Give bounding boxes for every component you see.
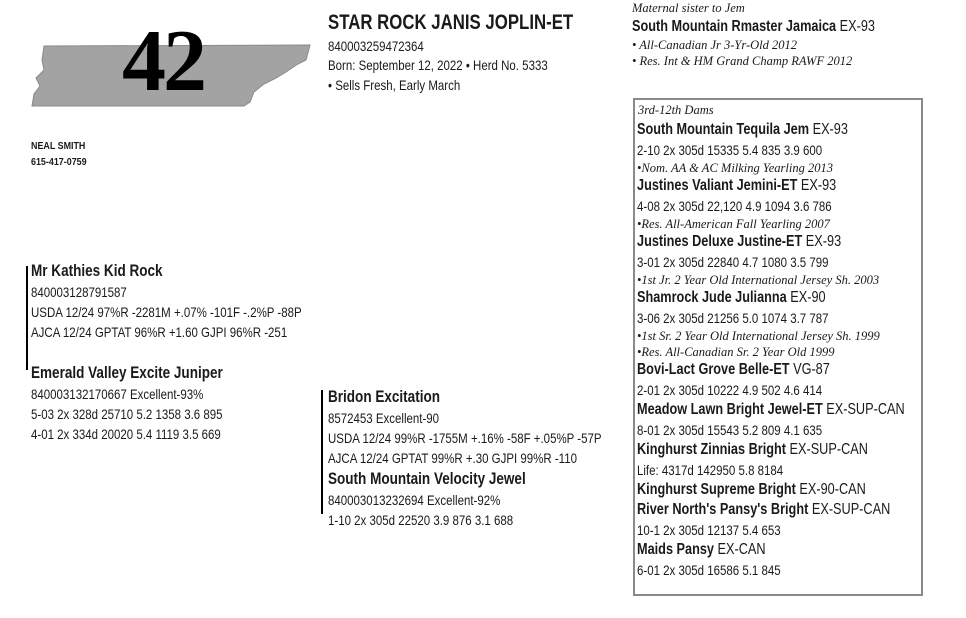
dam-line-record: 10-1 2x 305d 12137 5.4 653: [637, 522, 781, 538]
sire-id: 840003128791587: [31, 284, 127, 300]
dam-line-classification: EX-93: [802, 233, 842, 250]
dam-line-heading: [637, 540, 766, 560]
dam-line-classification: EX-CAN: [714, 541, 766, 558]
dam-record: 5-03 2x 328d 25710 5.2 1358 3.6 895: [31, 406, 223, 422]
maternal-sister-heading: [632, 17, 875, 37]
maternal-granddam-name: South Mountain Velocity Jewel: [328, 470, 526, 488]
dam-line-name: Bovi-Lact Grove Belle-ET: [637, 361, 790, 378]
dam-id-line: 840003132170667 Excellent-93%: [31, 386, 204, 402]
dam-line-note: •Nom. AA & AC Milking Yearling 2013: [637, 161, 833, 175]
pedigree-connector-line: [321, 390, 323, 514]
maternal-sister-note: • Res. Int & HM Grand Champ RAWF 2012: [632, 54, 853, 68]
maternal-sister-label: Maternal sister to Jem: [632, 1, 745, 15]
maternal-granddam-id-line: 840003013232694 Excellent-92%: [328, 492, 501, 508]
dam-line-classification: EX-SUP-CAN: [822, 401, 905, 418]
animal-id: 840003259472364: [328, 38, 424, 54]
dam-line-record: Life: 4317d 142950 5.8 8184: [637, 462, 784, 478]
dam-line-name: Kinghurst Zinnias Bright: [637, 441, 786, 458]
lot-number: 42: [122, 13, 204, 110]
animal-born-line: Born: September 12, 2022 • Herd No. 5333: [328, 57, 548, 73]
pedigree-connector-line: [26, 266, 28, 370]
dam-line-note: •Res. All-American Fall Yearling 2007: [637, 217, 830, 231]
animal-name: STAR ROCK JANIS JOPLIN-ET: [328, 11, 574, 34]
dam-line-classification: EX-SUP-CAN: [808, 501, 891, 518]
dam-line-name: Justines Deluxe Justine-ET: [637, 233, 803, 250]
dam-line-heading: [637, 360, 830, 380]
dam-line-heading: [637, 440, 868, 460]
sire-ajca-proof: AJCA 12/24 GPTAT 96%R +1.60 GJPI 96%R -251: [31, 324, 288, 340]
maternal-sister-note: • All-Canadian Jr 3-Yr-Old 2012: [632, 38, 798, 52]
dam-line-classification: EX-90-CAN: [795, 481, 866, 498]
dam-line-record: 3-01 2x 305d 22840 4.7 1080 3.5 799: [637, 254, 829, 270]
dam-line-name: South Mountain Tequila Jem: [637, 121, 810, 138]
dam-line-name: Shamrock Jude Julianna: [637, 289, 787, 306]
dam-line-heading: [637, 120, 848, 140]
sire-name: Mr Kathies Kid Rock: [31, 262, 163, 280]
dam-line-name: Kinghurst Supreme Bright: [637, 481, 796, 498]
dams-box: [633, 98, 923, 596]
dams-box-title: 3rd-12th Dams: [638, 103, 714, 117]
dam-line-note: •1st Sr. 2 Year Old International Jersey Sh. 1999: [637, 329, 880, 343]
dam-line-classification: EX-90: [786, 289, 826, 306]
dam-line-heading: [637, 480, 866, 500]
dam-line-record: 8-01 2x 305d 15543 5.2 809 4.1 635: [637, 422, 823, 438]
dam-line-heading: [637, 500, 890, 520]
dam-line-note: •1st Jr. 2 Year Old International Jersey Sh. 2003: [637, 273, 880, 287]
dam-line-classification: VG-87: [789, 361, 830, 378]
maternal-sister-name: South Mountain Rmaster Jamaica: [632, 18, 837, 35]
dam-line-note: •Res. All-Canadian Sr. 2 Year Old 1999: [637, 345, 835, 359]
maternal-grandsire-id-line: 8572453 Excellent-90: [328, 410, 440, 426]
maternal-granddam-record: 1-10 2x 305d 22520 3.9 876 3.1 688: [328, 512, 514, 528]
seller-name: NEAL SMITH: [31, 140, 86, 152]
dam-line-record: 2-10 2x 305d 15335 5.4 835 3.9 600: [637, 142, 823, 158]
dam-line-heading: [637, 176, 836, 196]
dam-line-record: 4-08 2x 305d 22,120 4.9 1094 3.6 786: [637, 198, 832, 214]
dam-line-name: Justines Valiant Jemini-ET: [637, 177, 798, 194]
dam-line-record: 2-01 2x 305d 10222 4.9 502 4.6 414: [637, 382, 823, 398]
seller-phone: 615-417-0759: [31, 156, 87, 168]
dam-line-heading: [637, 232, 841, 252]
dam-name: Emerald Valley Excite Juniper: [31, 364, 223, 382]
dam-line-classification: EX-93: [809, 121, 848, 138]
dam-line-classification: EX-93: [797, 177, 837, 194]
maternal-sister-classification: EX-93: [839, 18, 875, 35]
dam-line-name: Maids Pansy: [637, 541, 715, 558]
maternal-grandsire-usda-proof: USDA 12/24 99%R -1755M +.16% -58F +.05%P -57P: [328, 430, 602, 446]
dam-line-name: Meadow Lawn Bright Jewel-ET: [637, 401, 823, 418]
dam-line-heading: [637, 288, 826, 308]
animal-note: • Sells Fresh, Early March: [328, 77, 461, 93]
maternal-grandsire-ajca-proof: AJCA 12/24 GPTAT 99%R +.30 GJPI 99%R -110: [328, 450, 577, 466]
state-outline-badge: [14, 12, 324, 122]
dam-line-heading: [637, 400, 905, 420]
dam-line-record: 3-06 2x 305d 21256 5.0 1074 3.7 787: [637, 310, 829, 326]
dam-line-record: 6-01 2x 305d 16586 5.1 845: [637, 562, 781, 578]
dam-line-classification: EX-SUP-CAN: [785, 441, 868, 458]
sire-usda-proof: USDA 12/24 97%R -2281M +.07% -101F -.2%P -88P: [31, 304, 302, 320]
dam-line-name: River North's Pansy's Bright: [637, 501, 809, 518]
dam-record: 4-01 2x 334d 20020 5.4 1119 3.5 669: [31, 426, 221, 442]
maternal-grandsire-name: Bridon Excitation: [328, 388, 441, 406]
